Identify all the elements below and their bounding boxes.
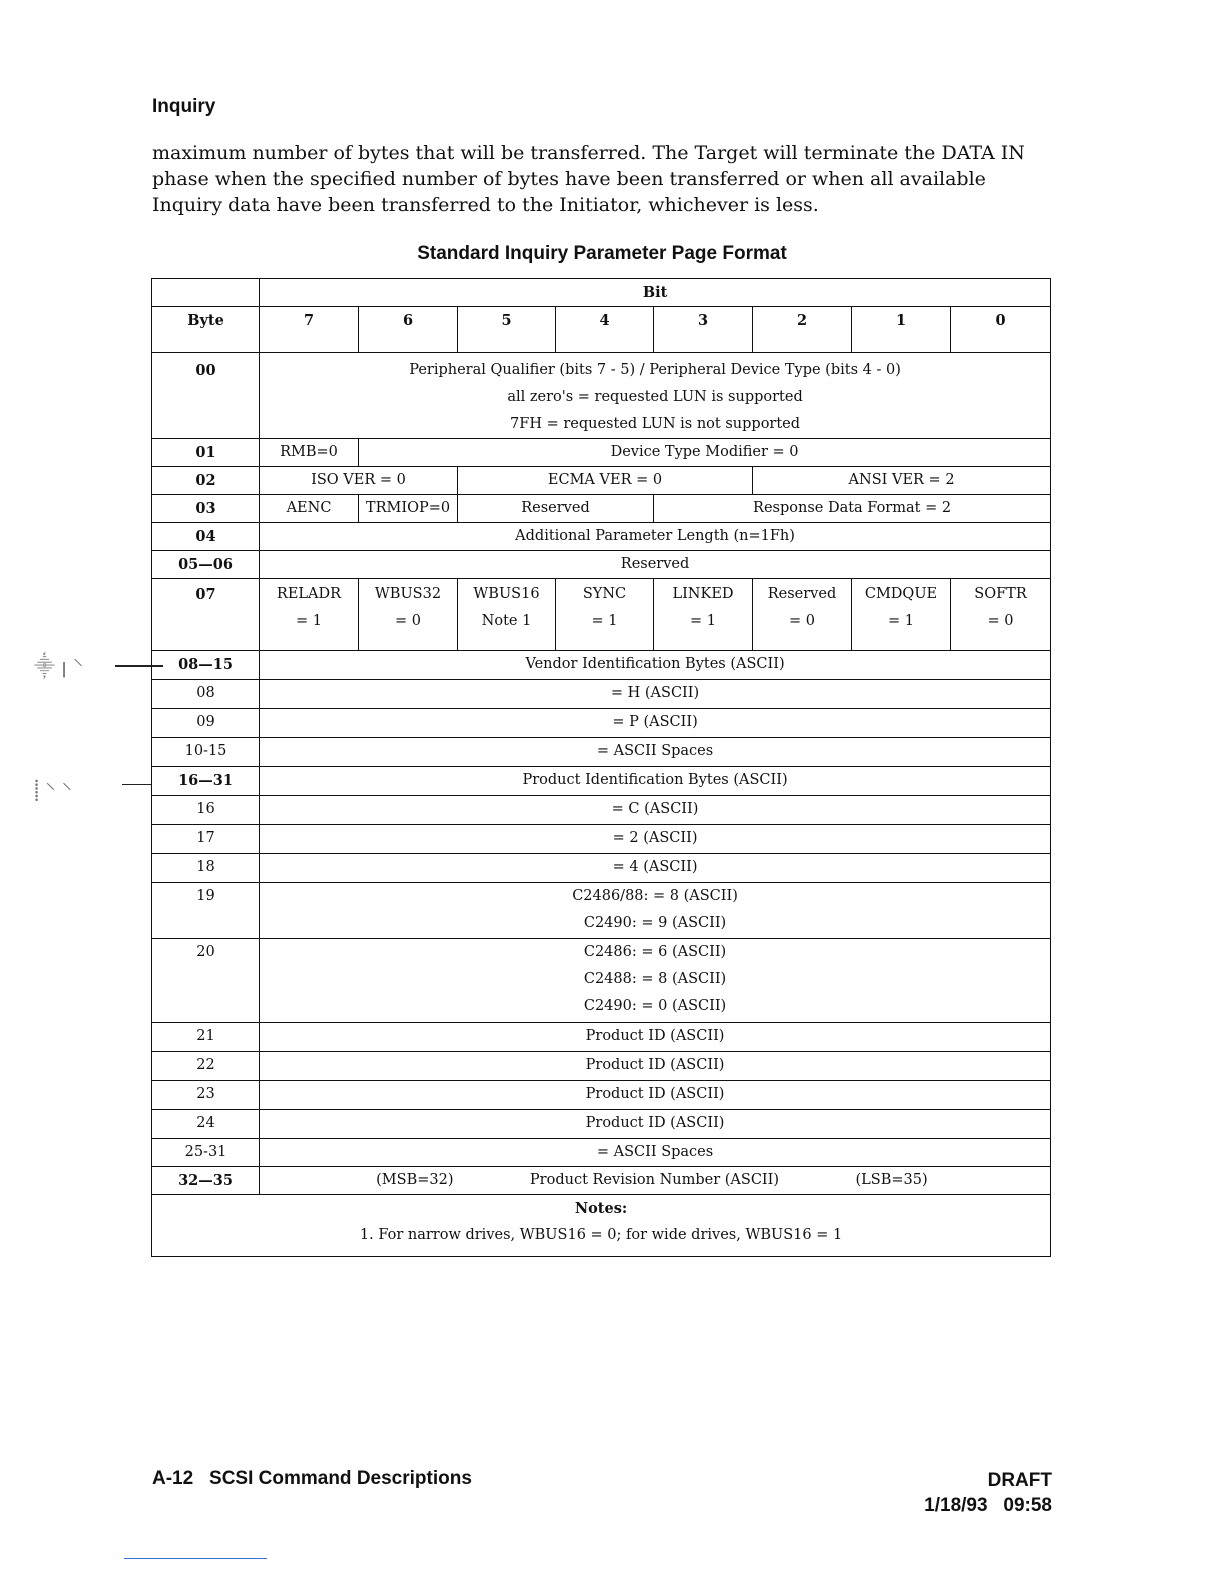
bit-0-header: 0	[951, 307, 1051, 353]
field-cell: = ASCII Spaces	[260, 738, 1051, 767]
byte-cell: 22	[152, 1052, 260, 1081]
field-cell: = ASCII Spaces	[260, 1139, 1051, 1167]
field-cell: Product ID (ASCII)	[260, 1110, 1051, 1139]
footer-page-label: A-12 SCSI Command Descriptions	[152, 1468, 472, 1489]
field-line: C2490: = 0 (ASCII)	[583, 998, 727, 1014]
field-line: 7FH = requested LUN is not supported	[510, 416, 801, 432]
flag-value: = 0	[987, 613, 1014, 629]
inquiry-parameter-table	[151, 278, 1051, 1257]
byte-cell: 07	[152, 579, 260, 651]
field-cell: Product Identification Bytes (ASCII)	[260, 767, 1051, 796]
field-line: all zero's = requested LUN is supported	[507, 389, 803, 405]
byte-cell: 01	[152, 439, 260, 467]
byte-cell: 21	[152, 1023, 260, 1052]
field-cell: ISO VER = 0	[260, 467, 458, 495]
byte-cell: 19	[152, 883, 260, 939]
margin-scribble-2: ⸽ ⸌ ⸌	[34, 778, 72, 802]
flag-value: = 0	[395, 613, 421, 629]
byte-cell: 24	[152, 1110, 260, 1139]
field-cell	[260, 939, 1051, 1023]
header-empty-cell	[152, 279, 260, 307]
field-cell: Product ID (ASCII)	[260, 1023, 1051, 1052]
table-row	[152, 709, 1051, 738]
byte-cell: 20	[152, 939, 260, 1023]
table-row	[152, 579, 1051, 651]
table-row	[152, 825, 1051, 854]
table-row	[152, 1167, 1051, 1195]
field-cell	[260, 353, 1051, 439]
section-heading: Inquiry	[152, 96, 216, 117]
table-row	[152, 883, 1051, 939]
bit-3-header: 3	[654, 307, 753, 353]
bit-5-header: 5	[458, 307, 556, 353]
flag-cell-softr	[951, 579, 1051, 651]
table-row	[152, 680, 1051, 709]
table-row	[152, 551, 1051, 579]
table-row	[152, 651, 1051, 680]
field-line: Peripheral Qualifier (bits 7 - 5) / Peripheral Device Type (bits 4 - 0)	[409, 362, 901, 378]
field-cell: = C (ASCII)	[260, 796, 1051, 825]
flag-name: WBUS16	[473, 586, 540, 602]
table-row	[152, 1110, 1051, 1139]
field-cell: AENC	[260, 495, 359, 523]
table-row	[152, 1081, 1051, 1110]
byte-cell: 32—35	[152, 1167, 260, 1195]
flag-value: = 1	[296, 613, 322, 629]
bottom-rule	[124, 1558, 267, 1559]
table-row	[152, 467, 1051, 495]
field-line: C2486/88: = 8 (ASCII)	[572, 888, 738, 904]
table-row	[152, 939, 1051, 1023]
byte-cell: 16	[152, 796, 260, 825]
flag-value: = 1	[591, 613, 618, 629]
field-cell: = P (ASCII)	[260, 709, 1051, 738]
byte-cell: 10-15	[152, 738, 260, 767]
byte-cell: 08—15	[152, 651, 260, 680]
flag-value: = 1	[888, 613, 914, 629]
flag-name: Reserved	[767, 586, 837, 602]
field-cell-msb: (MSB=32)	[260, 1167, 458, 1195]
flag-value: Note 1	[481, 613, 532, 629]
flag-cell-wbus32	[359, 579, 458, 651]
byte-cell: 03	[152, 495, 260, 523]
field-cell	[260, 883, 1051, 939]
bit-7-header: 7	[260, 307, 359, 353]
field-cell: = H (ASCII)	[260, 680, 1051, 709]
table-row	[152, 767, 1051, 796]
field-cell: Reserved	[458, 495, 654, 523]
intro-paragraph: maximum number of bytes that will be transferred. The Target will terminate the DATA IN phase when the specified number of bytes have been transferred or when all available Inquiry data have been transferred to the Initiator, whichever is less.	[152, 142, 1025, 216]
table-row	[152, 796, 1051, 825]
footer-datetime: 1/18/93 09:58	[924, 1495, 1052, 1516]
flag-cell-cmdque	[852, 579, 951, 651]
field-cell: = 4 (ASCII)	[260, 854, 1051, 883]
flag-name: CMDQUE	[864, 586, 938, 602]
field-cell: Product ID (ASCII)	[260, 1052, 1051, 1081]
margin-scribble-1: ⸎ ꞁ ⸌	[34, 654, 84, 678]
flag-value: = 1	[690, 613, 716, 629]
table-row	[152, 1023, 1051, 1052]
field-cell: ANSI VER = 2	[753, 467, 1051, 495]
flag-value: = 0	[789, 613, 815, 629]
field-cell: RMB=0	[260, 439, 359, 467]
byte-cell: 08	[152, 680, 260, 709]
byte-header: Byte	[152, 307, 260, 353]
byte-cell: 25-31	[152, 1139, 260, 1167]
field-cell: TRMIOP=0	[359, 495, 458, 523]
notes-cell	[152, 1195, 1051, 1257]
field-cell: Vendor Identification Bytes (ASCII)	[260, 651, 1051, 680]
bit-header: Bit	[260, 279, 1051, 307]
margin-arrow-2	[122, 784, 152, 785]
table-row	[152, 1052, 1051, 1081]
table-row	[152, 738, 1051, 767]
flag-cell-reladr	[260, 579, 359, 651]
byte-cell: 02	[152, 467, 260, 495]
table-row	[152, 439, 1051, 467]
field-cell: Product ID (ASCII)	[260, 1081, 1051, 1110]
flag-name: SOFTR	[974, 586, 1027, 602]
draft-label: DRAFT	[987, 1470, 1052, 1491]
flag-cell-wbus16	[458, 579, 556, 651]
byte-cell: 16—31	[152, 767, 260, 796]
table-caption: Standard Inquiry Parameter Page Format	[417, 243, 787, 264]
byte-cell: 23	[152, 1081, 260, 1110]
table-header-row-bit	[152, 279, 1051, 307]
bit-2-header: 2	[753, 307, 852, 353]
flag-name: LINKED	[672, 586, 734, 602]
field-cell-lsb: (LSB=35)	[852, 1167, 1051, 1195]
field-cell: Device Type Modifier = 0	[359, 439, 1051, 467]
byte-cell: 09	[152, 709, 260, 738]
field-cell: Response Data Format = 2	[654, 495, 1051, 523]
table-header-row-bits	[152, 307, 1051, 353]
notes-title: Notes:	[574, 1200, 628, 1217]
bit-4-header: 4	[556, 307, 654, 353]
field-cell: Additional Parameter Length (n=1Fh)	[260, 523, 1051, 551]
byte-cell: 05—06	[152, 551, 260, 579]
field-cell: = 2 (ASCII)	[260, 825, 1051, 854]
flag-cell-reserved	[753, 579, 852, 651]
flag-name: WBUS32	[374, 586, 442, 602]
flag-cell-sync	[556, 579, 654, 651]
field-cell: ECMA VER = 0	[458, 467, 753, 495]
field-line: C2486: = 6 (ASCII)	[583, 944, 727, 960]
table-row	[152, 495, 1051, 523]
byte-cell: 17	[152, 825, 260, 854]
bit-1-header: 1	[852, 307, 951, 353]
table-row	[152, 1139, 1051, 1167]
flag-cell-linked	[654, 579, 753, 651]
field-line: C2490: = 9 (ASCII)	[583, 915, 727, 931]
table-row	[152, 523, 1051, 551]
flag-name: SYNC	[582, 586, 627, 602]
bit-6-header: 6	[359, 307, 458, 353]
table-row	[152, 353, 1051, 439]
flag-name: RELADR	[276, 586, 342, 602]
note-1: 1. For narrow drives, WBUS16 = 0; for wide drives, WBUS16 = 1	[359, 1227, 843, 1243]
byte-cell: 00	[152, 353, 260, 439]
footer-status-block	[924, 1468, 1052, 1518]
field-line: C2488: = 8 (ASCII)	[583, 971, 727, 987]
byte-cell: 18	[152, 854, 260, 883]
byte-cell: 04	[152, 523, 260, 551]
field-cell-revision: Product Revision Number (ASCII)	[458, 1167, 852, 1195]
table-row	[152, 854, 1051, 883]
field-cell: Reserved	[260, 551, 1051, 579]
notes-row	[152, 1195, 1051, 1257]
